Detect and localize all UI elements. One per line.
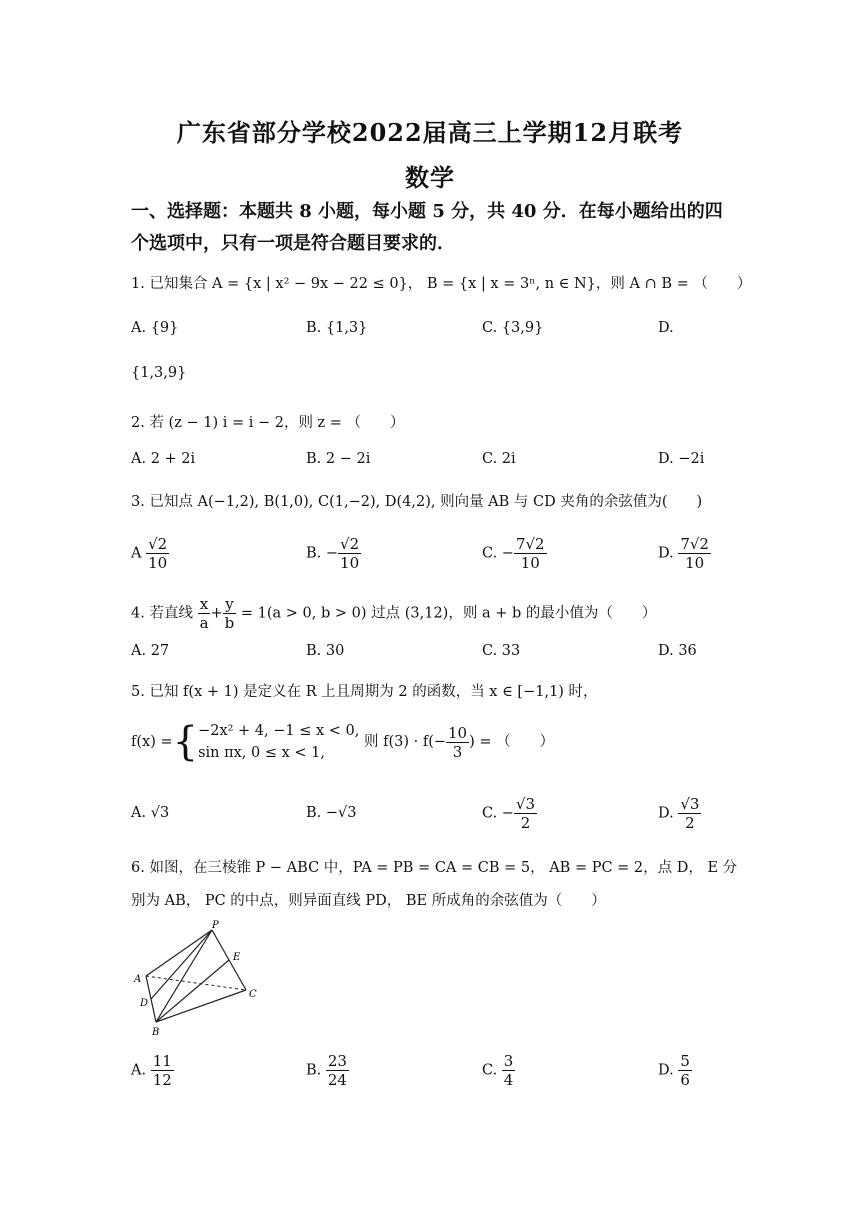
q5-piecewise bbox=[131, 720, 554, 764]
q5-option-d-den: 2 bbox=[685, 814, 695, 832]
q3-option-d-num: 7√2 bbox=[680, 535, 709, 553]
q5-option-c-label: C. bbox=[482, 805, 498, 822]
tetrahedron-figure bbox=[128, 918, 268, 1040]
q3-option-b-label: B. bbox=[306, 545, 322, 562]
q1-option-b: B. {1,3} bbox=[306, 320, 368, 336]
q5-brace: { bbox=[172, 719, 199, 765]
q5-option-a-label: A. bbox=[131, 805, 147, 821]
q5-then-num: 10 bbox=[448, 723, 468, 742]
q5-option-d-label: D. bbox=[658, 805, 674, 822]
q1-option-d-label: D. bbox=[658, 320, 674, 336]
q1-option-a: A. {9} bbox=[131, 320, 179, 336]
question-6-stem-line1: 6. 如图，在三棱锥 P − ABC 中，PA = PB = CA = CB = 5， AB = PC = 2，点 D， E 分 bbox=[131, 860, 738, 876]
q6-option-b bbox=[306, 1052, 349, 1089]
q3-option-d bbox=[658, 535, 711, 572]
q2-option-d: D. −2i bbox=[658, 451, 705, 467]
q3-option-d-label: D. bbox=[658, 545, 674, 562]
q6-option-c bbox=[482, 1052, 515, 1089]
q6-option-b-num: 23 bbox=[327, 1052, 347, 1070]
subject-title: 数学 bbox=[405, 163, 455, 192]
q4-option-a: A. 27 bbox=[131, 643, 170, 659]
q4-stem-post: = 1(a > 0, b > 0) 过点 (3,12)，则 a + b 的最小值为（ ） bbox=[240, 605, 657, 622]
q4-frac1-num: x bbox=[199, 595, 209, 613]
q4-frac-x-a bbox=[198, 595, 211, 632]
q4-option-d: D. 36 bbox=[658, 643, 697, 659]
q6-option-b-fraction bbox=[326, 1052, 349, 1089]
q5-option-c-num: √3 bbox=[515, 795, 536, 813]
question-4-stem: 4. 若直线 $\frac{x}{a}$ + $\frac{y}{b}$ = 1(a > 0, b > 0) 过点 (3,12)，则 a + b 的最小值为（ ） bbox=[131, 595, 657, 632]
q3-option-a-label: A bbox=[131, 545, 142, 562]
q3-option-c-den: 10 bbox=[520, 554, 540, 572]
q3-option-d-fraction bbox=[678, 535, 711, 572]
q6-option-c-den: 4 bbox=[503, 1071, 514, 1089]
fig-label-c: C bbox=[249, 989, 257, 1000]
q4-stem-pre: 4. 若直线 bbox=[131, 605, 193, 622]
q4-frac2-den: b bbox=[224, 614, 235, 632]
q4-option-b: B. 30 bbox=[306, 643, 345, 659]
q6-option-a-den: 12 bbox=[152, 1071, 172, 1089]
q5-f-label: f(x) = bbox=[131, 734, 173, 750]
q6-option-a-label: A. bbox=[131, 1062, 147, 1079]
q3-option-b bbox=[306, 535, 361, 572]
q1-option-c: C. {3,9} bbox=[482, 320, 544, 336]
q3-option-b-fraction bbox=[338, 535, 361, 572]
q5-option-d-fraction bbox=[678, 795, 701, 832]
q6-option-a-fraction bbox=[151, 1052, 174, 1089]
q2-option-c: C. 2i bbox=[482, 451, 516, 467]
q5-case-1: −2x² + 4, −1 ≤ x < 0, bbox=[198, 723, 360, 739]
q5-then-den: 3 bbox=[452, 742, 463, 761]
q5-option-a-value: √3 bbox=[150, 805, 170, 821]
q6-option-d bbox=[658, 1052, 692, 1089]
q6-option-d-num: 5 bbox=[680, 1052, 690, 1070]
q3-option-b-sign: − bbox=[325, 545, 339, 562]
q6-option-d-den: 6 bbox=[680, 1071, 690, 1089]
q3-option-c-label: C. bbox=[482, 545, 498, 562]
q5-option-b-label: B. bbox=[306, 805, 322, 821]
fig-label-b: B bbox=[152, 1027, 160, 1038]
q3-option-c bbox=[482, 535, 547, 572]
q5-option-d-num: √3 bbox=[680, 795, 700, 813]
q5-option-c-fraction bbox=[514, 795, 537, 832]
q1-option-d-value: {1,3,9} bbox=[131, 365, 187, 381]
page-title: 广东省部分学校2022届高三上学期12月联考 bbox=[176, 118, 684, 147]
q6-option-d-label: D. bbox=[658, 1062, 674, 1079]
q5-then-frac bbox=[446, 724, 469, 761]
fig-label-e: E bbox=[233, 952, 241, 963]
question-2-stem: 2. 若 (z − 1) i = i − 2，则 z = （ ） bbox=[131, 415, 405, 431]
q5-case-2: sin πx, 0 ≤ x < 1, bbox=[198, 745, 326, 761]
q3-option-d-den: 10 bbox=[685, 554, 705, 572]
q6-option-d-fraction bbox=[678, 1052, 692, 1089]
fig-label-d: D bbox=[140, 998, 149, 1009]
question-6-stem-line2: 别为 AB， PC 的中点，则异面直线 PD， BE 所成角的余弦值为（ ） bbox=[131, 893, 606, 909]
q5-option-c bbox=[482, 795, 537, 832]
q6-option-c-label: C. bbox=[482, 1062, 498, 1079]
q5-option-c-sign: − bbox=[501, 805, 514, 822]
q5-option-d bbox=[658, 795, 701, 832]
q3-option-c-fraction bbox=[514, 535, 547, 572]
q4-frac-y-b bbox=[223, 595, 237, 632]
question-1-stem: 1. 已知集合 A = {x | x² − 9x − 22 ≤ 0}， B = {x | x = 3ⁿ, n ∈ N}，则 A ∩ B = （ ） bbox=[131, 276, 752, 292]
q3-option-a-den: 10 bbox=[148, 554, 168, 572]
q3-option-a bbox=[131, 535, 169, 572]
q5-option-c-den: 2 bbox=[520, 814, 531, 832]
q3-option-b-den: 10 bbox=[340, 554, 360, 572]
q5-option-a bbox=[131, 805, 169, 821]
q5-option-b bbox=[306, 805, 357, 821]
q3-option-c-num: 7√2 bbox=[515, 535, 545, 553]
fig-label-a: A bbox=[134, 974, 142, 985]
question-3-stem: 3. 已知点 A(−1,2), B(1,0), C(1,−2), D(4,2), 则向量 AB 与 CD 夹角的余弦值为( ) bbox=[131, 494, 703, 510]
section-heading: 一、选择题：本题共 8 小题，每小题 5 分，共 40 分．在每小题给出的四个选项中，只有一项是符合题目要求的． bbox=[131, 201, 723, 254]
question-5-stem: 5. 已知 f(x + 1) 是定义在 R 上且周期为 2 的函数，当 x ∈ [−1,1) 时， bbox=[131, 684, 598, 700]
fig-label-p: P bbox=[212, 920, 219, 931]
q5-then-post: ) = （ ） bbox=[469, 734, 555, 750]
q6-option-b-den: 24 bbox=[327, 1071, 347, 1089]
q3-option-a-fraction bbox=[146, 535, 169, 572]
q2-option-b: B. 2 − 2i bbox=[306, 451, 371, 467]
q6-option-c-num: 3 bbox=[503, 1052, 514, 1070]
q6-option-b-label: B. bbox=[306, 1062, 322, 1079]
q2-option-a: A. 2 + 2i bbox=[131, 451, 196, 467]
q6-option-a-num: 11 bbox=[152, 1052, 172, 1070]
q3-option-c-sign: − bbox=[501, 545, 514, 562]
q4-frac2-num: y bbox=[225, 595, 234, 613]
q3-option-a-num: √2 bbox=[148, 535, 168, 553]
q3-option-b-num: √2 bbox=[340, 535, 360, 553]
q4-frac1-den: a bbox=[199, 614, 209, 632]
q5-option-b-value: −√3 bbox=[325, 805, 357, 821]
q5-then-pre: 则 f(3) · f(− bbox=[364, 734, 447, 750]
q4-option-c: C. 33 bbox=[482, 643, 521, 659]
q6-option-c-fraction bbox=[502, 1052, 516, 1089]
q5-cases bbox=[198, 720, 359, 764]
q6-option-a bbox=[131, 1052, 174, 1089]
